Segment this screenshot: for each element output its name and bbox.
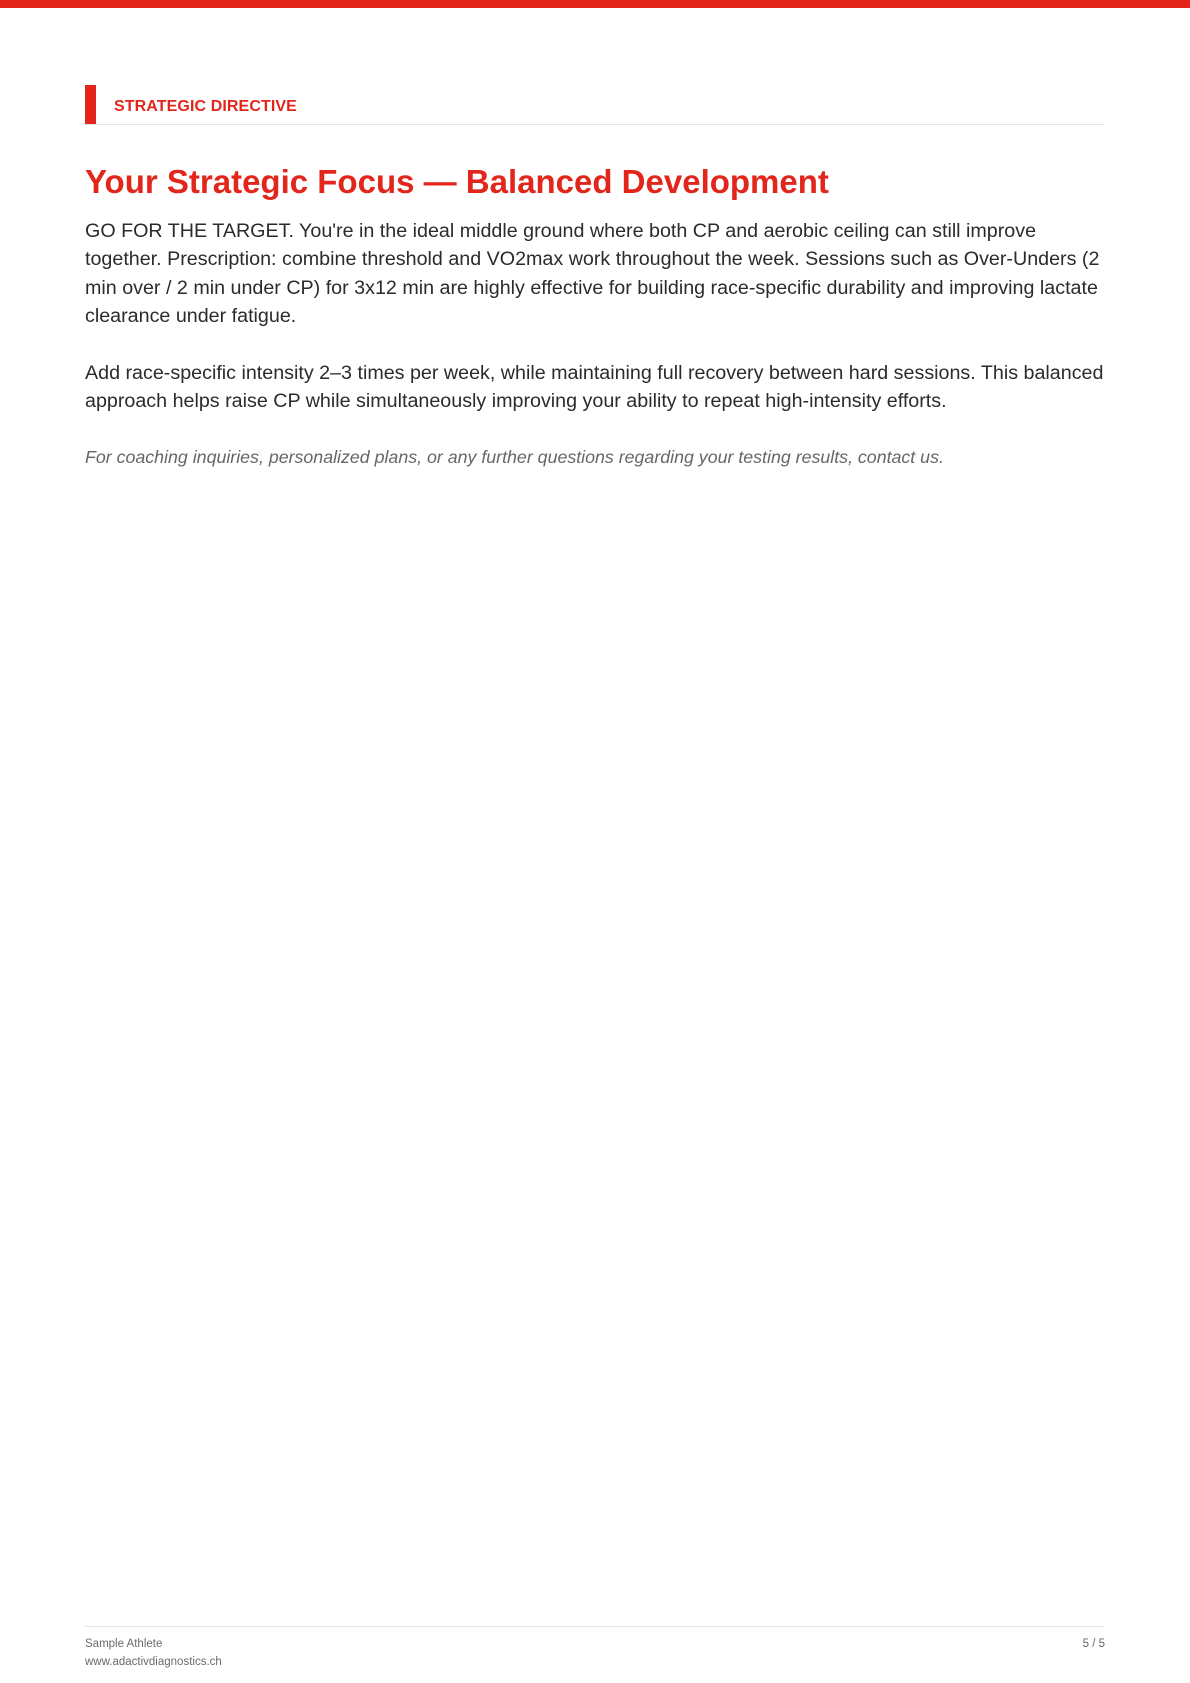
section-header [85,85,1105,125]
footer-athlete-name: Sample Athlete [85,1638,163,1650]
contact-note: For coaching inquiries, personalized plans, or any further questions regarding your testing results, contact us. [85,447,944,467]
footer-divider [85,1626,1105,1627]
section-accent-marker [85,85,96,124]
section-label: STRATEGIC DIRECTIVE [114,98,297,115]
page-title: Your Strategic Focus — Balanced Development [85,163,829,200]
top-accent-bar [0,0,1190,8]
footer-website-link[interactable]: www.adactivdiagnostics.ch [85,1656,222,1668]
body-paragraph-intensity: Add race-specific intensity 2–3 times per week, while maintaining full recovery between hard sessions. This balanced approach helps raise CP while simultaneously improving your ability to repeat high-intensity efforts. [85,362,1104,413]
body-paragraph-prescription: GO FOR THE TARGET. You're in the ideal middle ground where both CP and aerobic ceiling can still improve together. Prescription: combine threshold and VO2max work throughout the week. Sessions such as Over-Unders (2 min over / 2 min under CP) for 3x12 min are highly effective for building race-specific durability and improving lactate clearance under fatigue. [85,220,1100,328]
footer-page-number: 5 / 5 [1082,1638,1105,1650]
